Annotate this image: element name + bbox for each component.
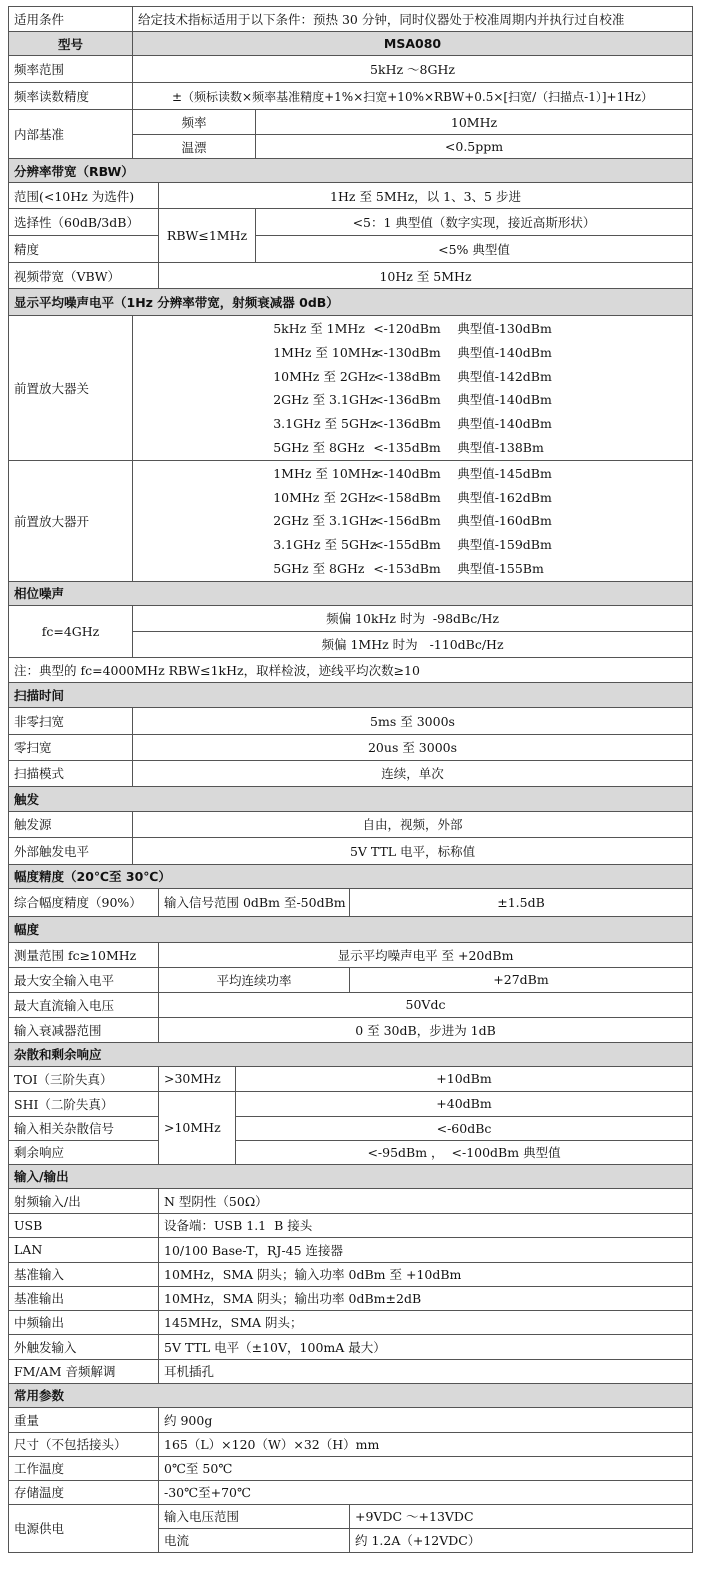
row-label: 重量 xyxy=(9,1407,159,1432)
table-row xyxy=(9,1310,693,1334)
table-row xyxy=(9,967,693,992)
danl-max: <-153dBm xyxy=(373,560,441,576)
row-value: <-60dBc xyxy=(236,1116,693,1140)
row-label: 型号 xyxy=(9,32,133,56)
danl-line xyxy=(273,533,552,557)
row-value: <5% 典型值 xyxy=(256,236,693,263)
row-label: 存储温度 xyxy=(9,1480,159,1504)
danl-typ: 典型值-140dBm xyxy=(457,392,552,408)
danl-range: 1MHz 至 10MHz xyxy=(273,344,379,360)
row-value: 耳机插孔 xyxy=(159,1359,693,1383)
row-value: N 型阴性（50Ω） xyxy=(159,1188,693,1213)
danl-max: <-136dBm xyxy=(373,392,441,408)
danl-max: <-130dBm xyxy=(373,344,441,360)
sub-label: 温漂 xyxy=(133,135,256,159)
row-label: 频率范围 xyxy=(9,56,133,83)
row-label: 前置放大器关 xyxy=(9,316,133,461)
danl-range: 5kHz 至 1MHz xyxy=(273,321,365,336)
section-header xyxy=(9,916,693,942)
table-row xyxy=(9,657,693,682)
section-title: 显示平均噪声电平（1Hz 分辨率带宽，射频衰减器 0dB） xyxy=(9,289,693,316)
row-value: 自由，视频，外部 xyxy=(133,811,693,837)
row-label: fc=4GHz xyxy=(9,605,133,657)
table-row xyxy=(9,1286,693,1310)
danl-range: 2GHz 至 3.1GHz xyxy=(273,513,377,529)
row-value: 约 1.2A（+12VDC） xyxy=(350,1528,693,1552)
table-row xyxy=(9,1456,693,1480)
table-row xyxy=(9,1188,693,1213)
danl-range: 1MHz 至 10MHz xyxy=(273,465,379,481)
danl-line xyxy=(273,557,552,581)
section-title: 扫描时间 xyxy=(9,682,693,707)
danl-typ: 典型值-160dBm xyxy=(457,513,552,529)
danl-max: <-155dBm xyxy=(373,537,441,553)
row-label: 内部基准 xyxy=(9,110,133,159)
danl-range: 10MHz 至 2GHz xyxy=(273,368,376,384)
row-value: +9VDC ～+13VDC xyxy=(350,1504,693,1528)
row-value: 165（L）×120（W）×32（H）mm xyxy=(159,1432,693,1456)
section-title: 幅度 xyxy=(9,916,693,942)
row-value: 5ms 至 3000s xyxy=(133,707,693,734)
danl-typ: 典型值-162dBm xyxy=(457,489,552,505)
danl-range: 10MHz 至 2GHz xyxy=(273,489,376,505)
table-row xyxy=(9,992,693,1017)
table-row xyxy=(9,1091,693,1116)
danl-line xyxy=(273,509,552,533)
table-row xyxy=(9,83,693,110)
table-row xyxy=(9,734,693,760)
table-row xyxy=(9,888,693,916)
danl-max: <-156dBm xyxy=(373,513,441,529)
danl-typ: 典型值-140dBm xyxy=(457,344,552,360)
table-row xyxy=(9,32,693,56)
row-label: 范围(<10Hz 为选件) xyxy=(9,183,159,209)
danl-max: <-158dBm xyxy=(373,489,441,505)
danl-off-list xyxy=(273,316,552,460)
section-header xyxy=(9,682,693,707)
table-row xyxy=(9,1480,693,1504)
table-row xyxy=(9,460,693,581)
table-row xyxy=(9,1504,693,1528)
row-value: 5kHz ～8GHz xyxy=(133,56,693,83)
row-value: 10/100 Base-T，RJ-45 连接器 xyxy=(159,1237,693,1262)
danl-typ: 典型值-130dBm xyxy=(457,321,552,336)
row-value: 频偏 10kHz 时为 -98dBc/Hz xyxy=(133,605,693,631)
row-value: 显示平均噪声电平 至 +20dBm xyxy=(159,942,693,967)
table-row xyxy=(9,1140,693,1164)
row-label: TOI（三阶失真） xyxy=(9,1066,159,1091)
row-label: 前置放大器开 xyxy=(9,460,133,581)
section-title: 常用参数 xyxy=(9,1383,693,1407)
row-value: -30℃至+70℃ xyxy=(159,1480,693,1504)
row-value: <5：1 典型值（数字实现，接近高斯形状） xyxy=(256,209,693,236)
table-row xyxy=(9,1407,693,1432)
row-label: 输入相关杂散信号 xyxy=(9,1116,159,1140)
row-label: 适用条件 xyxy=(9,7,133,32)
row-value: 约 900g xyxy=(159,1407,693,1432)
condition-cell: 输入信号范围 0dBm 至-50dBm xyxy=(159,888,350,916)
table-row xyxy=(9,183,693,209)
model-value: MSA080 xyxy=(133,32,693,56)
section-title: 分辨率带宽（RBW） xyxy=(9,159,693,183)
danl-range: 2GHz 至 3.1GHz xyxy=(273,392,377,408)
row-label: 视频带宽（VBW） xyxy=(9,263,159,289)
table-row xyxy=(9,56,693,83)
row-value: 10MHz xyxy=(256,110,693,135)
danl-max: <-136dBm xyxy=(373,416,441,432)
row-value: ±（频标读数×频率基准精度+1%×扫宽+10%×RBW+0.5×[扫宽/（扫描点-1）]+1Hz） xyxy=(133,83,693,110)
danl-line xyxy=(273,486,552,510)
row-label: 尺寸（不包括接头） xyxy=(9,1432,159,1456)
danl-range: 5GHz 至 8GHz xyxy=(273,560,365,576)
table-row xyxy=(9,837,693,864)
row-label: 电源供电 xyxy=(9,1504,159,1552)
row-value: 145MHz，SMA 阴头； xyxy=(159,1310,693,1334)
table-row xyxy=(9,1262,693,1286)
condition-cell: >30MHz xyxy=(159,1066,236,1091)
danl-max: <-135dBm xyxy=(373,439,441,455)
section-header xyxy=(9,786,693,811)
table-row xyxy=(9,1017,693,1042)
row-value: <-95dBm ， <-100dBm 典型值 xyxy=(236,1140,693,1164)
row-label: 非零扫宽 xyxy=(9,707,133,734)
danl-line xyxy=(273,317,552,341)
sub-label: 频率 xyxy=(133,110,256,135)
row-label: 外触发输入 xyxy=(9,1334,159,1359)
table-row xyxy=(9,316,693,461)
danl-range: 3.1GHz 至 5GHz xyxy=(273,537,377,553)
row-value: 频偏 1MHz 时为 -110dBc/Hz xyxy=(133,631,693,657)
row-label: 扫描模式 xyxy=(9,760,133,786)
row-label: FM/AM 音频解调 xyxy=(9,1359,159,1383)
condition-cell: RBW≤1MHz xyxy=(159,209,256,263)
danl-line xyxy=(273,388,552,412)
row-value: 50Vdc xyxy=(159,992,693,1017)
section-header xyxy=(9,864,693,888)
row-value: 20us 至 3000s xyxy=(133,734,693,760)
table-row xyxy=(9,1066,693,1091)
sub-label: 电流 xyxy=(159,1528,350,1552)
table-row xyxy=(9,811,693,837)
row-value: 1Hz 至 5MHz，以 1、3、5 步进 xyxy=(159,183,693,209)
row-label: 外部触发电平 xyxy=(9,837,133,864)
row-label: 精度 xyxy=(9,236,159,263)
section-title: 输入/输出 xyxy=(9,1164,693,1188)
table-row xyxy=(9,760,693,786)
row-value: 10MHz，SMA 阴头；输入功率 0dBm 至 +10dBm xyxy=(159,1262,693,1286)
row-label: LAN xyxy=(9,1237,159,1262)
row-value: 0 至 30dB，步进为 1dB xyxy=(159,1017,693,1042)
spec-table xyxy=(8,6,693,1553)
section-title: 幅度精度（20℃至 30℃） xyxy=(9,864,693,888)
danl-max: <-138dBm xyxy=(373,368,441,384)
condition-cell: >10MHz xyxy=(159,1091,236,1164)
row-label: 工作温度 xyxy=(9,1456,159,1480)
section-header xyxy=(9,581,693,605)
row-value: 5V TTL 电平，标称值 xyxy=(133,837,693,864)
danl-typ: 典型值-155Bm xyxy=(457,560,544,576)
row-label: 测量范围 fc≥10MHz xyxy=(9,942,159,967)
row-label: 基准输入 xyxy=(9,1262,159,1286)
danl-max: <-120dBm xyxy=(373,321,441,336)
row-value: <0.5ppm xyxy=(256,135,693,159)
section-title: 杂散和剩余响应 xyxy=(9,1042,693,1066)
row-label: 综合幅度精度（90%） xyxy=(9,888,159,916)
danl-line xyxy=(273,365,552,389)
row-value: +10dBm xyxy=(236,1066,693,1091)
row-value: +27dBm xyxy=(350,967,693,992)
table-row xyxy=(9,1359,693,1383)
table-row xyxy=(9,7,693,32)
row-value: 0℃至 50℃ xyxy=(159,1456,693,1480)
section-title: 相位噪声 xyxy=(9,581,693,605)
row-value: 连续，单次 xyxy=(133,760,693,786)
danl-on-list xyxy=(273,461,552,581)
danl-line xyxy=(273,412,552,436)
row-label: 零扫宽 xyxy=(9,734,133,760)
danl-on-cell xyxy=(133,460,693,581)
row-value: 10Hz 至 5MHz xyxy=(159,263,693,289)
row-label: 输入衰减器范围 xyxy=(9,1017,159,1042)
row-label: USB xyxy=(9,1213,159,1237)
section-header xyxy=(9,1383,693,1407)
row-value: +40dBm xyxy=(236,1091,693,1116)
row-label: 基准输出 xyxy=(9,1286,159,1310)
row-value: 5V TTL 电平（±10V，100mA 最大） xyxy=(159,1334,693,1359)
table-row xyxy=(9,209,693,236)
danl-typ: 典型值-140dBm xyxy=(457,416,552,432)
danl-max: <-140dBm xyxy=(373,465,441,481)
row-value: 给定技术指标适用于以下条件：预热 30 分钟，同时仪器处于校准周期内并执行过自校准 xyxy=(133,7,693,32)
sub-label: 输入电压范围 xyxy=(159,1504,350,1528)
section-header xyxy=(9,289,693,316)
row-label: 触发源 xyxy=(9,811,133,837)
row-label: 选择性（60dB/3dB） xyxy=(9,209,159,236)
row-value: ±1.5dB xyxy=(350,888,693,916)
row-label: 频率读数精度 xyxy=(9,83,133,110)
section-title: 触发 xyxy=(9,786,693,811)
danl-typ: 典型值-142dBm xyxy=(457,368,552,384)
row-value: 10MHz，SMA 阴头；输出功率 0dBm±2dB xyxy=(159,1286,693,1310)
table-row xyxy=(9,605,693,631)
section-header xyxy=(9,159,693,183)
row-value: 设备端：USB 1.1 B 接头 xyxy=(159,1213,693,1237)
danl-typ: 典型值-145dBm xyxy=(457,465,552,481)
table-row xyxy=(9,942,693,967)
danl-line xyxy=(273,462,552,486)
row-label: 射频输入/出 xyxy=(9,1188,159,1213)
table-row xyxy=(9,1237,693,1262)
danl-line xyxy=(273,341,552,365)
danl-range: 5GHz 至 8GHz xyxy=(273,439,365,455)
table-row xyxy=(9,110,693,135)
table-row xyxy=(9,1432,693,1456)
row-label: 中频输出 xyxy=(9,1310,159,1334)
row-label: 最大安全输入电平 xyxy=(9,967,159,992)
danl-range: 3.1GHz 至 5GHz xyxy=(273,416,377,432)
row-label: 最大直流输入电压 xyxy=(9,992,159,1017)
table-row xyxy=(9,707,693,734)
table-row xyxy=(9,1334,693,1359)
danl-typ: 典型值-159dBm xyxy=(457,537,552,553)
table-row xyxy=(9,263,693,289)
table-row xyxy=(9,1213,693,1237)
danl-typ: 典型值-138Bm xyxy=(457,439,544,455)
table-row xyxy=(9,1116,693,1140)
row-label: 剩余响应 xyxy=(9,1140,159,1164)
note: 注：典型的 fc=4000MHz RBW≤1kHz，取样检波，迹线平均次数≥10 xyxy=(9,657,693,682)
row-label: SHI（二阶失真） xyxy=(9,1091,159,1116)
section-header xyxy=(9,1164,693,1188)
condition-cell: 平均连续功率 xyxy=(159,967,350,992)
table-row xyxy=(9,236,693,263)
section-header xyxy=(9,1042,693,1066)
danl-line xyxy=(273,436,552,460)
danl-off-cell xyxy=(133,316,693,461)
